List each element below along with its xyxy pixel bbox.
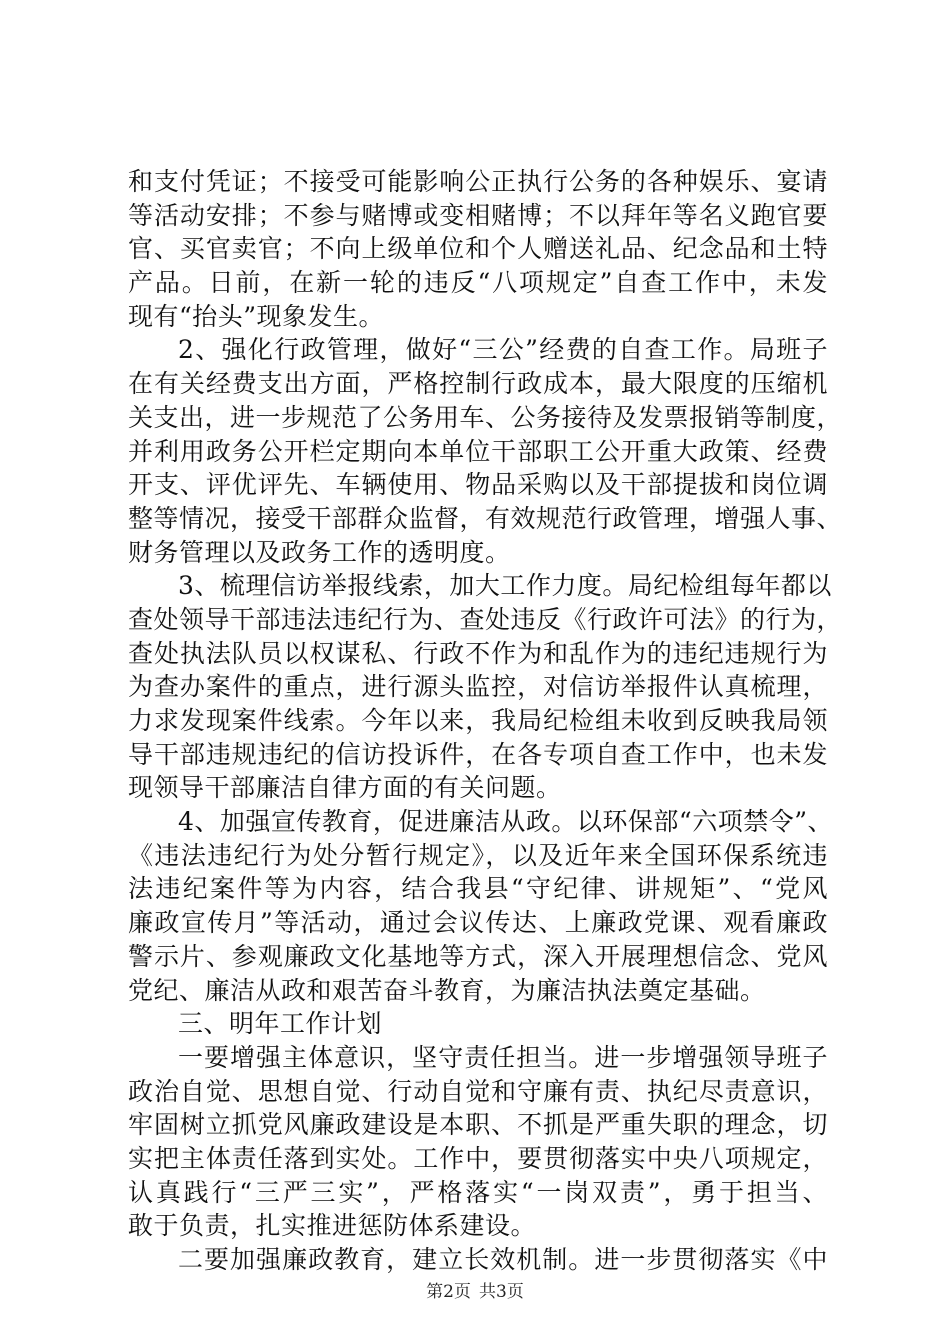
page-number: 第2页 [426, 1282, 471, 1302]
text-line: 在有关经费支出方面，严格控制行政成本，最大限度的压缩机 [128, 369, 828, 399]
page-footer [0, 1277, 950, 1302]
text-line: 开支、评优评先、车辆使用、物品采购以及干部提拔和岗位调 [128, 470, 828, 500]
text-line: 实把主体责任落到实处。工作中，要贯彻落实中央八项规定， [128, 1143, 828, 1173]
paragraph-start-line: 二要加强廉政教育，建立长效机制。进一步贯彻落实《中 [178, 1245, 828, 1274]
text-line: 廉政宣传月”等活动，通过会议传达、上廉政党课、观看廉政 [128, 908, 828, 938]
text-line: 《违法违纪行为处分暂行规定》，以及近年来全国环保系统违 [128, 840, 828, 870]
text-line: 等活动安排；不参与赌博或变相赌博；不以拜年等名义跑官要 [128, 200, 828, 230]
text-line: 党纪、廉洁从政和艰苦奋斗教育，为廉洁执法奠定基础。 [128, 975, 766, 1005]
body-text [128, 165, 843, 1277]
text-line: 关支出，进一步规范了公务用车、公务接待及发票报销等制度， [128, 402, 843, 432]
text-line: 政治自觉、思想自觉、行动自觉和守廉有责、执纪尽责意识， [128, 1076, 828, 1106]
text-line: 官、买官卖官；不向上级单位和个人赠送礼品、纪念品和土特 [128, 234, 828, 264]
text-line: 产品。日前，在新一轮的违反“八项规定”自查工作中，未发 [128, 268, 828, 298]
text-line: 查处执法队员以权谋私、行政不作为和乱作为的违纪违规行为 [128, 638, 828, 668]
text-line: 牢固树立抓党风廉政建设是本职、不抓是严重失职的理念，切 [128, 1110, 828, 1140]
text-line: 整等情况，接受干部群众监督，有效规范行政管理，增强人事、 [128, 503, 843, 533]
text-line: 为查办案件的重点，进行源头监控，对信访举报件认真梳理， [128, 672, 828, 702]
text-line: 并利用政务公开栏定期向本单位干部职工公开重大政策、经费 [128, 436, 828, 466]
paragraph-start-line: 2、强化行政管理，做好“三公”经费的自查工作。局班子 [178, 335, 828, 365]
text-line: 认真践行“三严三实”，严格落实“一岗双责”，勇于担当、 [128, 1177, 828, 1207]
text-line: 敢于负责，扎实推进惩防体系建设。 [128, 1211, 537, 1241]
text-line: 法违纪案件等为内容，结合我县“守纪律、讲规矩”、“党风 [128, 874, 828, 904]
text-line: 警示片、参观廉政文化基地等方式，深入开展理想信念、党风 [128, 941, 828, 971]
text-line: 财务管理以及政务工作的透明度。 [128, 537, 511, 567]
text-line: 力求发现案件线索。今年以来，我局纪检组未收到反映我局领 [128, 706, 828, 735]
paragraph-start-line: 3、梳理信访举报线索，加大工作力度。局纪检组每年都以 [178, 571, 832, 601]
text-line: 现领导干部廉洁自律方面的有关问题。 [128, 773, 562, 803]
text-line: 查处领导干部违法违纪行为、查处违反《行政许可法》的行为， [128, 604, 843, 634]
paragraph-start-line: 一要增强主体意识，坚守责任担当。进一步增强领导班子 [178, 1042, 828, 1072]
page-total: 共3页 [479, 1282, 524, 1302]
text-line: 导干部违规违纪的信访投诉件，在各专项自查工作中，也未发 [128, 739, 828, 769]
text-line: 现有“抬头”现象发生。 [128, 301, 385, 331]
section-heading: 三、明年工作计划 [178, 1009, 383, 1039]
paragraph-start-line: 4、加强宣传教育，促进廉洁从政。以环保部“六项禁令”、 [178, 807, 833, 837]
text-line: 和支付凭证；不接受可能影响公正执行公务的各种娱乐、宴请 [128, 167, 828, 196]
